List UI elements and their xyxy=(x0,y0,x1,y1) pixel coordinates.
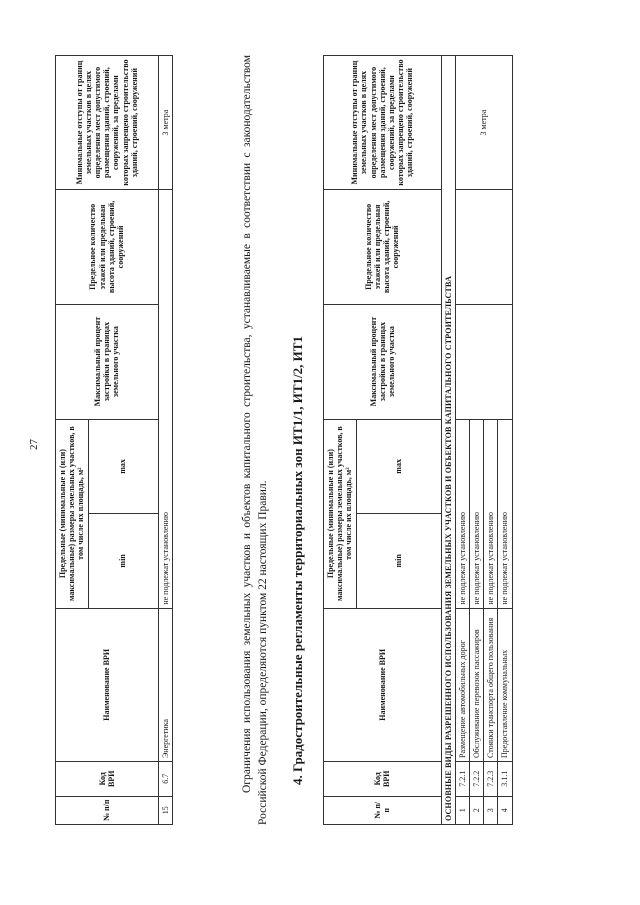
header-floors: Предельное количество этажей или предельная высота зданий, строений, сооружений xyxy=(56,190,159,304)
row-name: Энергетика xyxy=(158,608,172,761)
row-size: не подлежат установлению xyxy=(484,419,498,608)
row-code: 3.1.1 xyxy=(498,762,512,797)
row-size: не подлежат установлению xyxy=(158,190,172,608)
restrictions-paragraph: Ограничения использования земельных участков и объектов капитального строительства, устанавливаемые в соответствии с законодательством Российской Федерации, определяются пунктом 22 настоящих Правил. xyxy=(241,55,269,825)
row-no: 1 xyxy=(455,796,469,824)
header-name: Наименование ВРИ xyxy=(56,608,159,761)
table-row xyxy=(158,56,172,825)
header-min: min xyxy=(356,514,441,608)
row-size: не подлежат установлению xyxy=(469,419,483,608)
row-no: 2 xyxy=(469,796,483,824)
row-code: 7.2.3 xyxy=(484,762,498,797)
header-no: № п/п xyxy=(56,796,159,824)
header-setback: Минимальные отступы от границ земельных участков в целях определения мест допустимого размещения зданий, строений, сооружений, за пределами которых запрещено строительство зданий, строений, сооружений xyxy=(324,56,442,190)
header-code: Код ВРИ xyxy=(56,761,159,796)
row-no: 15 xyxy=(158,796,172,824)
header-setback: Минимальные отступы от границ земельных участков в целях определения мест допустимого размещения зданий, строений, сооружений, за пределами которых запрещено строительство зданий, строений, сооружений xyxy=(56,56,159,190)
section-heading: 4. Градостроительные регламенты территориальных зон ИТ1/1, ИТ1/2, ИТ1 xyxy=(290,336,305,785)
row-no: 3 xyxy=(484,796,498,824)
row-code: 7.2.2 xyxy=(469,762,483,797)
header-max: max xyxy=(88,419,158,514)
row-code: 6.7 xyxy=(158,761,172,796)
row-setback: 3 метра xyxy=(158,56,172,190)
section-title-row: ОСНОВНЫЕ ВИДЫ РАЗРЕШЕННОГО ИСПОЛЬЗОВАНИЯ ЗЕМЕЛЬНЫХ УЧАСТКОВ И ОБЪЕКТОВ КАПИТАЛЬНОГО СТРОИТЕЛЬСТВА xyxy=(441,56,455,825)
row-code: 7.2.1 xyxy=(455,762,469,797)
row-name: Размещение автомобильных дорог xyxy=(455,608,469,761)
row-no: 4 xyxy=(498,796,512,824)
header-percent: Максимальный процент застройки в границах земельного участка xyxy=(324,304,442,419)
header-name: Наименование ВРИ xyxy=(324,608,442,761)
row-size: не подлежат установлению xyxy=(455,419,469,608)
header-max: max xyxy=(356,419,441,514)
header-min: min xyxy=(88,514,158,609)
row-name: Стоянки транспорта общего пользования xyxy=(484,608,498,761)
header-percent: Максимальный процент застройки в границах земельного участка xyxy=(56,304,159,419)
header-size: Предельные (минимальные и (или) максимальные) размеры земельных участков, в том числе их площадь, м² xyxy=(324,419,357,608)
row-name: Обслуживание перевозок пассажиров xyxy=(469,608,483,761)
header-code: Код ВРИ xyxy=(324,762,442,797)
regulations-table xyxy=(323,55,513,825)
header-size: Предельные (минимальные и (или) максимальные) размеры земельных участков, в том числе их площадь, м² xyxy=(56,419,89,608)
header-floors: Предельное количество этажей или предельная высота зданий, строений, сооружений xyxy=(324,190,442,304)
table-row xyxy=(455,56,469,825)
row-name: Предоставление коммунальных xyxy=(498,608,512,761)
row-size: не подлежат установлению xyxy=(498,419,512,608)
header-no: № п/п xyxy=(324,796,442,824)
page-number: 27 xyxy=(28,439,40,450)
regulations-table-continued xyxy=(55,55,173,825)
row-setback: 3 метра xyxy=(455,56,512,190)
